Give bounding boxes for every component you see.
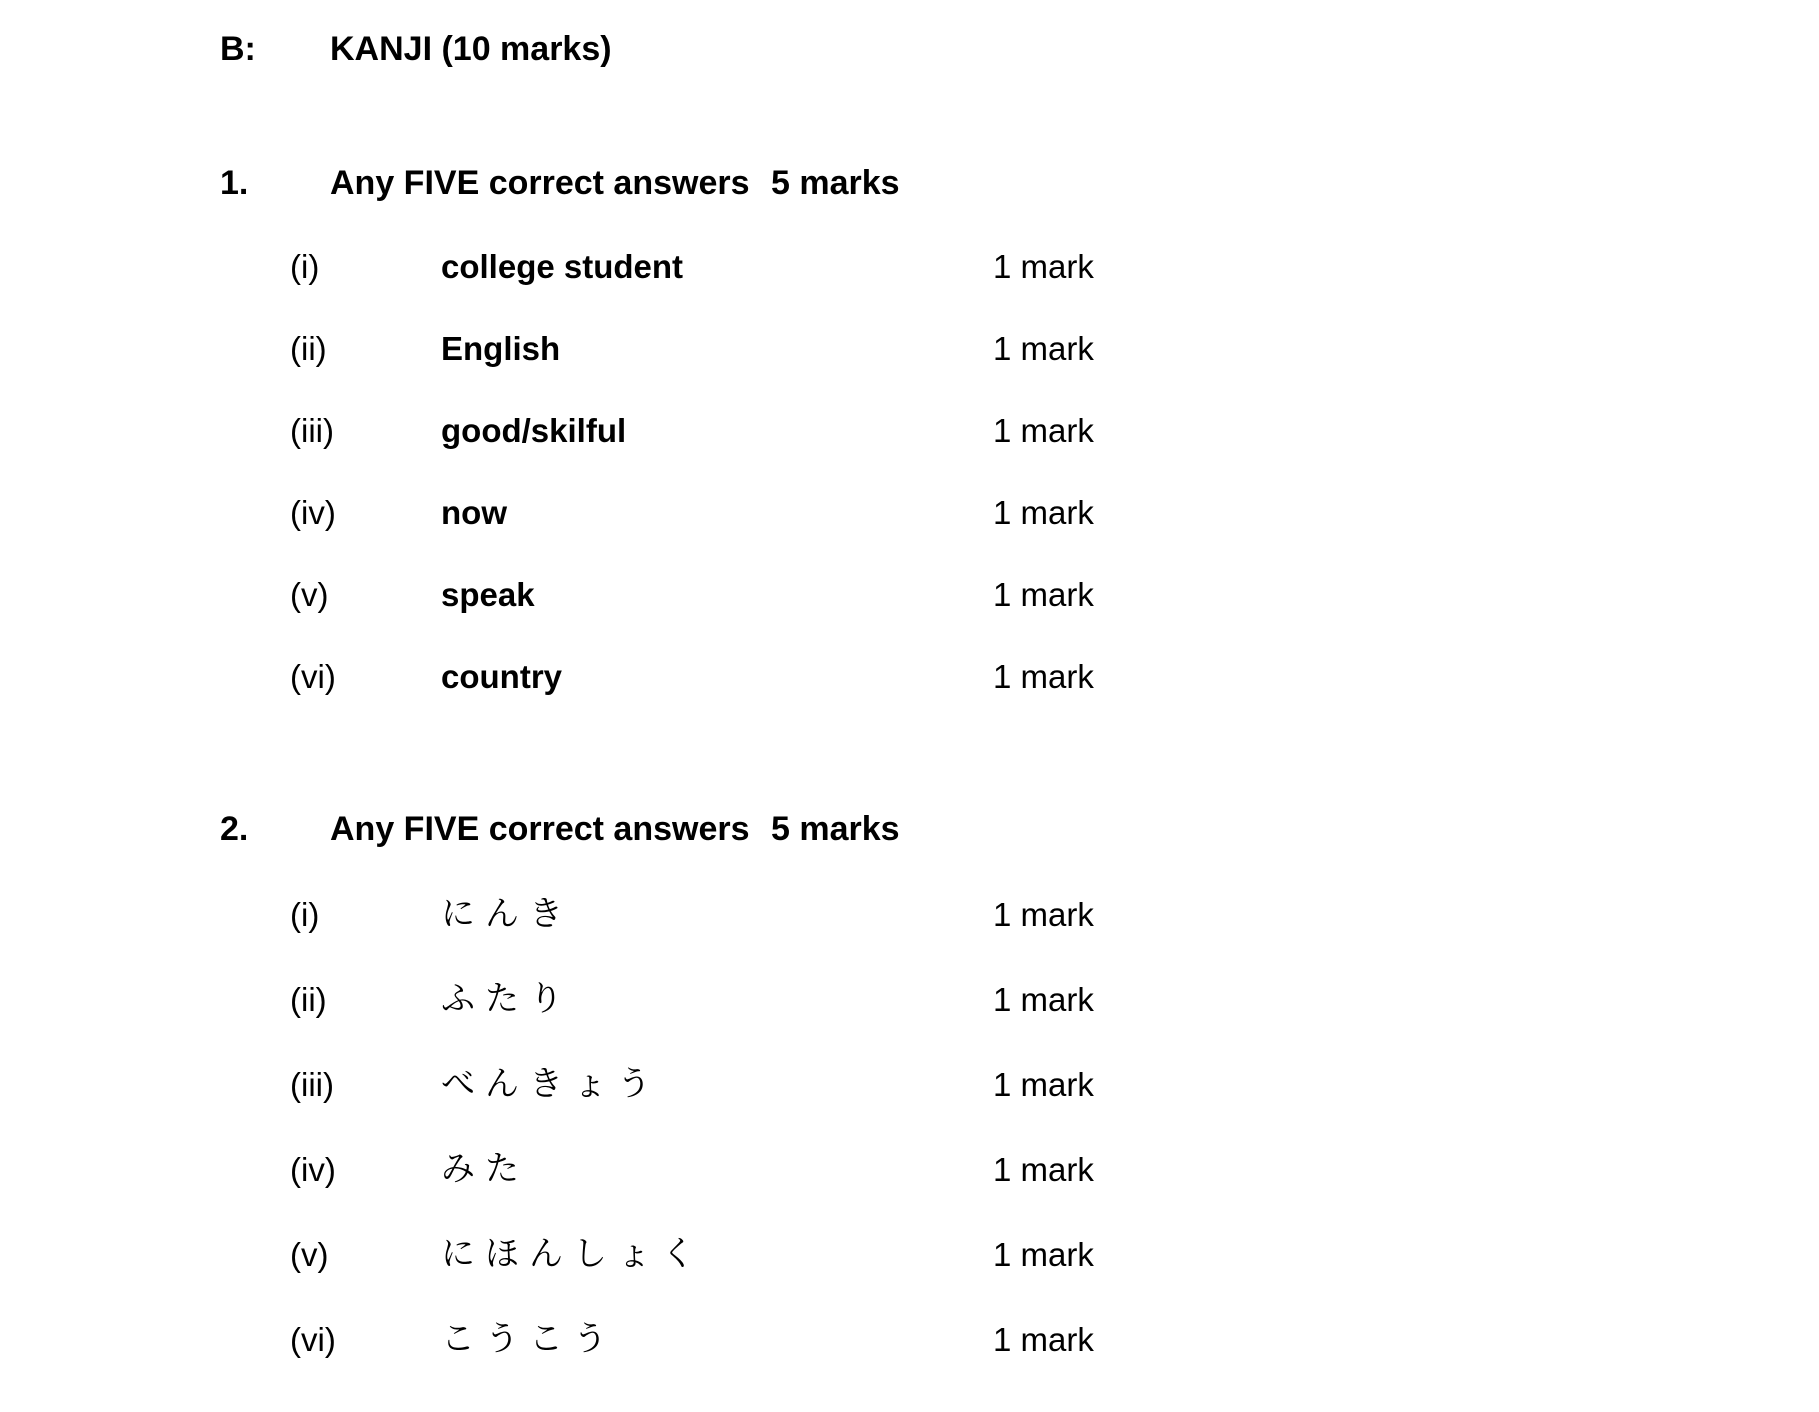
q2-item-answer: にんき <box>441 894 573 934</box>
question-1-instruction: Any FIVE correct answers <box>330 164 750 202</box>
q2-item-answer: にほんしょく <box>441 1234 705 1274</box>
q2-item-label: (vi) <box>290 1321 336 1358</box>
q1-item-answer: college student <box>441 248 684 285</box>
question-1-marks: 5 marks <box>771 164 900 202</box>
q1-item-answer: good/skilful <box>441 412 627 449</box>
q2-item-mark: 1 mark <box>993 1321 1094 1358</box>
q2-item-answer: ふたり <box>441 979 573 1019</box>
q2-item-answer: みた <box>441 1149 529 1189</box>
section-title: KANJI (10 marks) <box>330 30 612 68</box>
q1-item-mark: 1 mark <box>993 658 1094 695</box>
section-letter: B: <box>220 30 256 68</box>
q2-item-mark: 1 mark <box>993 896 1094 933</box>
q1-item-mark: 1 mark <box>993 494 1094 531</box>
q1-item-label: (iii) <box>290 412 334 449</box>
q1-item-label: (ii) <box>290 330 327 367</box>
q2-item-answer: べんきょう <box>441 1064 661 1104</box>
q2-item-label: (v) <box>290 1236 329 1273</box>
q1-item-mark: 1 mark <box>993 330 1094 367</box>
q2-item-answer: こうこう <box>441 1319 617 1359</box>
q2-item-mark: 1 mark <box>993 1066 1094 1103</box>
q2-item-label: (iii) <box>290 1066 334 1103</box>
question-2-marks: 5 marks <box>771 810 900 848</box>
q1-item-label: (v) <box>290 576 329 613</box>
q1-item-mark: 1 mark <box>993 248 1094 285</box>
q1-item-answer: speak <box>441 576 535 613</box>
q2-item-mark: 1 mark <box>993 981 1094 1018</box>
q1-item-label: (i) <box>290 248 320 285</box>
q1-item-answer: country <box>441 658 563 695</box>
q1-item-label: (iv) <box>290 494 336 531</box>
q2-item-label: (i) <box>290 896 320 933</box>
q2-item-mark: 1 mark <box>993 1151 1094 1188</box>
q1-item-mark: 1 mark <box>993 576 1094 613</box>
q1-item-answer: English <box>441 330 561 367</box>
q2-item-mark: 1 mark <box>993 1236 1094 1273</box>
question-1-number: 1. <box>220 164 249 202</box>
q1-item-answer: now <box>441 494 507 531</box>
question-2-number: 2. <box>220 810 249 848</box>
q1-item-label: (vi) <box>290 658 336 695</box>
question-2-instruction: Any FIVE correct answers <box>330 810 750 848</box>
q2-item-label: (iv) <box>290 1151 336 1188</box>
q2-item-label: (ii) <box>290 981 327 1018</box>
q1-item-mark: 1 mark <box>993 412 1094 449</box>
